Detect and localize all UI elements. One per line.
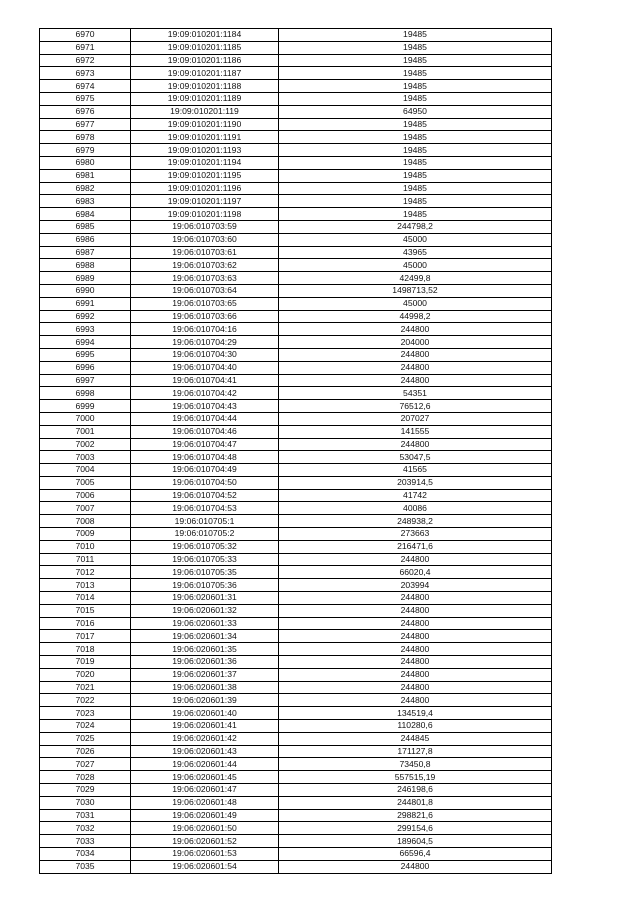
value-cell: 248938,2	[279, 515, 552, 528]
table-row	[40, 387, 552, 400]
cadastral-number-cell: 19:06:010703:59	[131, 220, 279, 233]
row-number-cell: 6983	[40, 195, 131, 208]
value-cell: 45000	[279, 259, 552, 272]
table-row	[40, 809, 552, 822]
cadastral-number-cell: 19:06:010704:52	[131, 489, 279, 502]
row-number-cell: 7029	[40, 784, 131, 797]
cadastral-number-cell: 19:06:020601:40	[131, 707, 279, 720]
table-row	[40, 156, 552, 169]
row-number-cell: 6997	[40, 374, 131, 387]
row-number-cell: 7013	[40, 579, 131, 592]
value-cell: 19485	[279, 182, 552, 195]
table-row	[40, 553, 552, 566]
value-cell: 244800	[279, 630, 552, 643]
table-row	[40, 540, 552, 553]
cadastral-number-cell: 19:06:020601:44	[131, 758, 279, 771]
value-cell: 171127,8	[279, 745, 552, 758]
value-cell: 43965	[279, 246, 552, 259]
table-row	[40, 796, 552, 809]
value-cell: 73450,8	[279, 758, 552, 771]
table-row	[40, 848, 552, 861]
cadastral-number-cell: 19:06:010703:60	[131, 233, 279, 246]
value-cell: 19485	[279, 92, 552, 105]
table-row	[40, 118, 552, 131]
table-row	[40, 310, 552, 323]
table-row	[40, 784, 552, 797]
cadastral-number-cell: 19:09:010201:1197	[131, 195, 279, 208]
cadastral-number-cell: 19:06:010704:41	[131, 374, 279, 387]
cadastral-number-cell: 19:06:020601:42	[131, 732, 279, 745]
table-row	[40, 425, 552, 438]
row-number-cell: 6996	[40, 361, 131, 374]
row-number-cell: 7022	[40, 694, 131, 707]
value-cell: 41565	[279, 464, 552, 477]
cadastral-number-cell: 19:06:020601:33	[131, 617, 279, 630]
value-cell: 244800	[279, 604, 552, 617]
value-cell: 244800	[279, 438, 552, 451]
value-cell: 19485	[279, 118, 552, 131]
value-cell: 216471,6	[279, 540, 552, 553]
row-number-cell: 6990	[40, 284, 131, 297]
table-row	[40, 80, 552, 93]
row-number-cell: 7006	[40, 489, 131, 502]
value-cell: 244800	[279, 656, 552, 669]
table-row	[40, 220, 552, 233]
row-number-cell: 7018	[40, 643, 131, 656]
table-row	[40, 348, 552, 361]
cadastral-number-cell: 19:09:010201:1195	[131, 169, 279, 182]
table-row	[40, 489, 552, 502]
value-cell: 244800	[279, 668, 552, 681]
row-number-cell: 6980	[40, 156, 131, 169]
table-row	[40, 131, 552, 144]
value-cell: 203994	[279, 579, 552, 592]
table-body	[40, 29, 552, 874]
table-row	[40, 92, 552, 105]
value-cell: 189604,5	[279, 835, 552, 848]
table-row	[40, 297, 552, 310]
value-cell: 244800	[279, 592, 552, 605]
row-number-cell: 6999	[40, 400, 131, 413]
table-row	[40, 643, 552, 656]
value-cell: 273663	[279, 528, 552, 541]
table-row	[40, 617, 552, 630]
value-cell: 244801,8	[279, 796, 552, 809]
cadastral-number-cell: 19:06:020601:34	[131, 630, 279, 643]
cadastral-number-cell: 19:06:010704:44	[131, 412, 279, 425]
row-number-cell: 6976	[40, 105, 131, 118]
table-row	[40, 169, 552, 182]
cadastral-number-cell: 19:09:010201:1190	[131, 118, 279, 131]
row-number-cell: 6993	[40, 323, 131, 336]
table-row	[40, 630, 552, 643]
row-number-cell: 7008	[40, 515, 131, 528]
cadastral-number-cell: 19:06:010704:49	[131, 464, 279, 477]
cadastral-number-cell: 19:06:010703:61	[131, 246, 279, 259]
row-number-cell: 6982	[40, 182, 131, 195]
row-number-cell: 7005	[40, 476, 131, 489]
row-number-cell: 6988	[40, 259, 131, 272]
cadastral-number-cell: 19:06:010704:40	[131, 361, 279, 374]
value-cell: 76512,6	[279, 400, 552, 413]
value-cell: 41742	[279, 489, 552, 502]
row-number-cell: 6987	[40, 246, 131, 259]
value-cell: 244800	[279, 553, 552, 566]
value-cell: 19485	[279, 208, 552, 221]
row-number-cell: 6972	[40, 54, 131, 67]
cadastral-number-cell: 19:06:010705:33	[131, 553, 279, 566]
value-cell: 244845	[279, 732, 552, 745]
value-cell: 42499,8	[279, 272, 552, 285]
cadastral-number-cell: 19:09:010201:1187	[131, 67, 279, 80]
row-number-cell: 7004	[40, 464, 131, 477]
row-number-cell: 6979	[40, 144, 131, 157]
cadastral-number-cell: 19:06:010703:63	[131, 272, 279, 285]
table-row	[40, 656, 552, 669]
value-cell: 66596,4	[279, 848, 552, 861]
value-cell: 244800	[279, 323, 552, 336]
cadastral-number-cell: 19:06:010705:32	[131, 540, 279, 553]
table-row	[40, 54, 552, 67]
table-row	[40, 144, 552, 157]
table-row	[40, 464, 552, 477]
cadastral-number-cell: 19:06:020601:32	[131, 604, 279, 617]
value-cell: 557515,19	[279, 771, 552, 784]
row-number-cell: 7019	[40, 656, 131, 669]
cadastral-number-cell: 19:09:010201:1189	[131, 92, 279, 105]
value-cell: 19485	[279, 169, 552, 182]
row-number-cell: 7025	[40, 732, 131, 745]
row-number-cell: 7026	[40, 745, 131, 758]
row-number-cell: 7032	[40, 822, 131, 835]
table-row	[40, 745, 552, 758]
cadastral-number-cell: 19:06:010705:2	[131, 528, 279, 541]
row-number-cell: 7027	[40, 758, 131, 771]
cadastral-number-cell: 19:06:010705:1	[131, 515, 279, 528]
row-number-cell: 7011	[40, 553, 131, 566]
table-row	[40, 182, 552, 195]
value-cell: 45000	[279, 297, 552, 310]
cadastral-number-cell: 19:06:010705:36	[131, 579, 279, 592]
table-row	[40, 323, 552, 336]
value-cell: 1498713,52	[279, 284, 552, 297]
cadastral-number-cell: 19:06:020601:50	[131, 822, 279, 835]
cadastral-number-cell: 19:06:010704:50	[131, 476, 279, 489]
row-number-cell: 7000	[40, 412, 131, 425]
cadastral-number-cell: 19:06:010703:64	[131, 284, 279, 297]
cadastral-number-cell: 19:06:020601:52	[131, 835, 279, 848]
table-row	[40, 272, 552, 285]
cadastral-number-cell: 19:09:010201:119	[131, 105, 279, 118]
row-number-cell: 7031	[40, 809, 131, 822]
value-cell: 244798,2	[279, 220, 552, 233]
row-number-cell: 7002	[40, 438, 131, 451]
table-row	[40, 694, 552, 707]
value-cell: 246198,6	[279, 784, 552, 797]
row-number-cell: 6998	[40, 387, 131, 400]
row-number-cell: 7012	[40, 566, 131, 579]
row-number-cell: 6984	[40, 208, 131, 221]
row-number-cell: 6978	[40, 131, 131, 144]
table-row	[40, 246, 552, 259]
row-number-cell: 7016	[40, 617, 131, 630]
cadastral-number-cell: 19:06:020601:48	[131, 796, 279, 809]
value-cell: 44998,2	[279, 310, 552, 323]
table-row	[40, 412, 552, 425]
row-number-cell: 7021	[40, 681, 131, 694]
cadastral-number-cell: 19:06:010705:35	[131, 566, 279, 579]
table-row	[40, 336, 552, 349]
table-row	[40, 528, 552, 541]
value-cell: 53047,5	[279, 451, 552, 464]
table-row	[40, 41, 552, 54]
cadastral-number-cell: 19:09:010201:1184	[131, 29, 279, 42]
table-row	[40, 860, 552, 873]
table-row	[40, 105, 552, 118]
value-cell: 66020,4	[279, 566, 552, 579]
row-number-cell: 6986	[40, 233, 131, 246]
cadastral-number-cell: 19:06:010704:53	[131, 502, 279, 515]
row-number-cell: 6981	[40, 169, 131, 182]
row-number-cell: 6992	[40, 310, 131, 323]
value-cell: 19485	[279, 144, 552, 157]
table-row	[40, 67, 552, 80]
row-number-cell: 7030	[40, 796, 131, 809]
table-row	[40, 707, 552, 720]
value-cell: 244800	[279, 860, 552, 873]
value-cell: 298821,6	[279, 809, 552, 822]
value-cell: 110280,6	[279, 720, 552, 733]
cadastral-number-cell: 19:06:020601:45	[131, 771, 279, 784]
cadastral-number-cell: 19:06:010703:62	[131, 259, 279, 272]
table-row	[40, 758, 552, 771]
value-cell: 19485	[279, 156, 552, 169]
row-number-cell: 6985	[40, 220, 131, 233]
row-number-cell: 7015	[40, 604, 131, 617]
cadastral-number-cell: 19:06:020601:31	[131, 592, 279, 605]
value-cell: 203914,5	[279, 476, 552, 489]
value-cell: 19485	[279, 80, 552, 93]
row-number-cell: 7001	[40, 425, 131, 438]
row-number-cell: 6977	[40, 118, 131, 131]
cadastral-number-cell: 19:06:020601:37	[131, 668, 279, 681]
table-row	[40, 515, 552, 528]
cadastral-number-cell: 19:06:020601:43	[131, 745, 279, 758]
cadastral-number-cell: 19:06:010704:43	[131, 400, 279, 413]
row-number-cell: 7020	[40, 668, 131, 681]
cadastral-number-cell: 19:06:010703:66	[131, 310, 279, 323]
table-row	[40, 476, 552, 489]
row-number-cell: 7035	[40, 860, 131, 873]
value-cell: 134519,4	[279, 707, 552, 720]
table-row	[40, 566, 552, 579]
cadastral-number-cell: 19:09:010201:1185	[131, 41, 279, 54]
row-number-cell: 6973	[40, 67, 131, 80]
table-row	[40, 604, 552, 617]
cadastral-number-cell: 19:06:020601:38	[131, 681, 279, 694]
cadastral-value-table	[39, 28, 552, 874]
row-number-cell: 7028	[40, 771, 131, 784]
row-number-cell: 7009	[40, 528, 131, 541]
table-row	[40, 29, 552, 42]
value-cell: 299154,6	[279, 822, 552, 835]
row-number-cell: 6989	[40, 272, 131, 285]
row-number-cell: 7007	[40, 502, 131, 515]
table-row	[40, 592, 552, 605]
row-number-cell: 6995	[40, 348, 131, 361]
cadastral-number-cell: 19:06:020601:47	[131, 784, 279, 797]
row-number-cell: 6991	[40, 297, 131, 310]
value-cell: 141555	[279, 425, 552, 438]
table-row	[40, 835, 552, 848]
row-number-cell: 6994	[40, 336, 131, 349]
table-row	[40, 208, 552, 221]
table-row	[40, 374, 552, 387]
table-row	[40, 771, 552, 784]
table-row	[40, 579, 552, 592]
cadastral-number-cell: 19:06:020601:35	[131, 643, 279, 656]
cadastral-number-cell: 19:09:010201:1188	[131, 80, 279, 93]
cadastral-number-cell: 19:06:020601:54	[131, 860, 279, 873]
value-cell: 19485	[279, 29, 552, 42]
cadastral-number-cell: 19:06:020601:49	[131, 809, 279, 822]
table-row	[40, 284, 552, 297]
cadastral-number-cell: 19:06:020601:41	[131, 720, 279, 733]
value-cell: 207027	[279, 412, 552, 425]
row-number-cell: 7010	[40, 540, 131, 553]
value-cell: 244800	[279, 617, 552, 630]
value-cell: 19485	[279, 41, 552, 54]
row-number-cell: 7003	[40, 451, 131, 464]
table-row	[40, 732, 552, 745]
value-cell: 54351	[279, 387, 552, 400]
cadastral-number-cell: 19:09:010201:1198	[131, 208, 279, 221]
cadastral-number-cell: 19:06:010704:29	[131, 336, 279, 349]
table-row	[40, 681, 552, 694]
cadastral-number-cell: 19:06:010704:16	[131, 323, 279, 336]
cadastral-number-cell: 19:06:010704:48	[131, 451, 279, 464]
row-number-cell: 6974	[40, 80, 131, 93]
table-row	[40, 400, 552, 413]
cadastral-number-cell: 19:06:020601:39	[131, 694, 279, 707]
value-cell: 19485	[279, 131, 552, 144]
cadastral-number-cell: 19:06:020601:36	[131, 656, 279, 669]
row-number-cell: 7034	[40, 848, 131, 861]
row-number-cell: 6970	[40, 29, 131, 42]
value-cell: 244800	[279, 694, 552, 707]
cadastral-number-cell: 19:06:020601:53	[131, 848, 279, 861]
table-row	[40, 361, 552, 374]
table-row	[40, 668, 552, 681]
row-number-cell: 7014	[40, 592, 131, 605]
row-number-cell: 7017	[40, 630, 131, 643]
table-row	[40, 233, 552, 246]
value-cell: 244800	[279, 681, 552, 694]
cadastral-number-cell: 19:06:010704:30	[131, 348, 279, 361]
cadastral-number-cell: 19:09:010201:1194	[131, 156, 279, 169]
value-cell: 244800	[279, 643, 552, 656]
table-row	[40, 451, 552, 464]
cadastral-number-cell: 19:06:010704:42	[131, 387, 279, 400]
table-row	[40, 502, 552, 515]
table-row	[40, 438, 552, 451]
row-number-cell: 7033	[40, 835, 131, 848]
value-cell: 19485	[279, 54, 552, 67]
value-cell: 244800	[279, 361, 552, 374]
value-cell: 204000	[279, 336, 552, 349]
value-cell: 244800	[279, 374, 552, 387]
value-cell: 64950	[279, 105, 552, 118]
cadastral-number-cell: 19:06:010703:65	[131, 297, 279, 310]
value-cell: 19485	[279, 195, 552, 208]
cadastral-number-cell: 19:09:010201:1191	[131, 131, 279, 144]
value-cell: 40086	[279, 502, 552, 515]
table-row	[40, 822, 552, 835]
row-number-cell: 7024	[40, 720, 131, 733]
cadastral-number-cell: 19:09:010201:1193	[131, 144, 279, 157]
table-row	[40, 259, 552, 272]
row-number-cell: 6971	[40, 41, 131, 54]
value-cell: 19485	[279, 67, 552, 80]
value-cell: 244800	[279, 348, 552, 361]
row-number-cell: 6975	[40, 92, 131, 105]
cadastral-number-cell: 19:09:010201:1196	[131, 182, 279, 195]
cadastral-number-cell: 19:09:010201:1186	[131, 54, 279, 67]
row-number-cell: 7023	[40, 707, 131, 720]
cadastral-number-cell: 19:06:010704:47	[131, 438, 279, 451]
table-row	[40, 195, 552, 208]
value-cell: 45000	[279, 233, 552, 246]
table-row	[40, 720, 552, 733]
cadastral-number-cell: 19:06:010704:46	[131, 425, 279, 438]
